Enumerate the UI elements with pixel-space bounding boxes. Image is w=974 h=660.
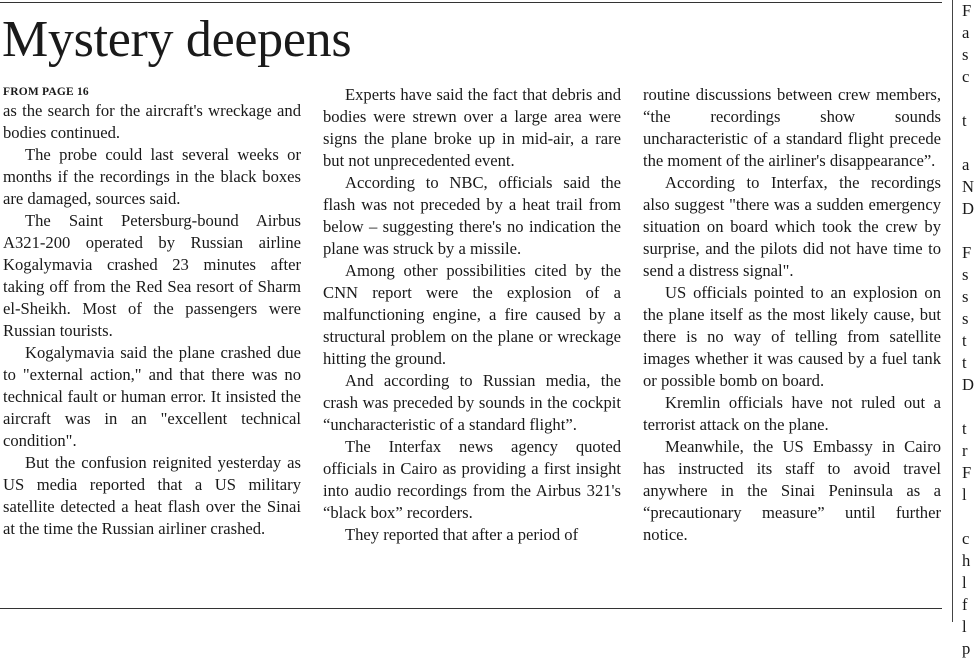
paragraph: The probe could last several weeks or months if the recordings in the black boxes are damaged, sources said. bbox=[3, 145, 301, 208]
paragraph: Meanwhile, the US Embassy in Cairo has instructed its staff to avoid travel anywhere in the Sinai Peninsula as a “precautionary measure” until further notice. bbox=[643, 437, 941, 544]
cutoff-letter: t bbox=[962, 353, 967, 372]
column-divider bbox=[952, 0, 953, 622]
cutoff-letter: c bbox=[962, 67, 970, 86]
cutoff-letter: s bbox=[962, 309, 969, 328]
cutoff-letter: a bbox=[962, 23, 970, 42]
cutoff-letter bbox=[962, 88, 974, 110]
paragraph: According to Interfax, the recordings also suggest "there was a sudden emergency situation on board which took the crew by surprise, and the pilots did not have time to send a distress signal". bbox=[643, 173, 941, 280]
article-column-2 bbox=[323, 84, 621, 546]
cutoff-letter: h bbox=[962, 551, 971, 570]
paragraph: Experts have said the fact that debris and bodies were strewn over a large area were signs the plane broke up in mid-air, a rare but not unprecedented event. bbox=[323, 85, 621, 170]
headline: Mystery deepens bbox=[2, 11, 352, 68]
paragraph: routine discussions between crew members, “the recordings show sounds uncharacteristic of a standard flight precede the moment of the airliner's disappearance”. bbox=[643, 85, 941, 170]
bottom-rule bbox=[0, 608, 942, 609]
article-column-1 bbox=[3, 84, 301, 540]
cutoff-letter: F bbox=[962, 243, 972, 262]
cutoff-letter: a bbox=[962, 155, 970, 174]
cutoff-letter: N bbox=[962, 177, 974, 196]
paragraph: The Saint Petersburg-bound Airbus A321-200 operated by Russian airline Kogalymavia crashed 23 minutes after taking off from the Red Sea resort of Sharm el-Sheikh. Most of the passengers were Russian tourists. bbox=[3, 211, 301, 340]
cutoff-letter bbox=[962, 220, 974, 242]
cutoff-letter bbox=[962, 506, 974, 528]
cutoff-letter: r bbox=[962, 441, 968, 460]
paragraph: But the confusion reignited yesterday as US media reported that a US military satellite detected a heat flash over the Sinai at the time the Russian airliner crashed. bbox=[3, 453, 301, 538]
cutoff-letter: D bbox=[962, 199, 974, 218]
cutoff-letter: t bbox=[962, 331, 967, 350]
adjacent-article-cutoff bbox=[962, 0, 974, 658]
cutoff-letter: t bbox=[962, 111, 967, 130]
kicker: FROM PAGE 16 bbox=[3, 86, 89, 98]
cutoff-letter bbox=[962, 132, 974, 154]
paragraph: Kogalymavia said the plane crashed due to "external action," and that there was no technical fault or human error. It insisted the aircraft was in an "excellent technical condition". bbox=[3, 343, 301, 450]
paragraph: According to NBC, officials said the flash was not preceded by a heat trail from below – suggesting there's no indication the plane was struck by a missile. bbox=[323, 173, 621, 258]
cutoff-letter: c bbox=[962, 529, 970, 548]
cutoff-letter: f bbox=[962, 595, 968, 614]
cutoff-letter: s bbox=[962, 287, 969, 306]
paragraph: as the search for the aircraft's wreckage and bodies continued. bbox=[3, 101, 301, 142]
paragraph: Among other possibilities cited by the CNN report were the explosion of a malfunctioning engine, a fire caused by a structural problem on the plane or wreckage hitting the ground. bbox=[323, 261, 621, 368]
paragraph: They reported that after a period of bbox=[345, 525, 579, 544]
cutoff-letter: l bbox=[962, 573, 967, 592]
cutoff-letter: F bbox=[962, 463, 972, 482]
top-rule bbox=[0, 2, 942, 3]
cutoff-letter: D bbox=[962, 375, 974, 394]
paragraph: Kremlin officials have not ruled out a terrorist attack on the plane. bbox=[643, 393, 941, 434]
cutoff-letter: l bbox=[962, 485, 967, 504]
cutoff-letter: l bbox=[962, 617, 967, 636]
paragraph: And according to Russian media, the crash was preceded by sounds in the cockpit “uncharacteristic of a standard flight”. bbox=[323, 371, 621, 434]
cutoff-letter: s bbox=[962, 45, 969, 64]
cutoff-letter: F bbox=[962, 1, 972, 20]
cutoff-letter: t bbox=[962, 419, 967, 438]
paragraph: The Interfax news agency quoted officials in Cairo as providing a first insight into audio recordings from the Airbus 321's “black box” recorders. bbox=[323, 437, 621, 522]
cutoff-letter: s bbox=[962, 265, 969, 284]
cutoff-letter: p bbox=[962, 639, 971, 658]
article-column-3 bbox=[643, 84, 941, 546]
cutoff-letter bbox=[962, 396, 974, 418]
paragraph: US officials pointed to an explosion on the plane itself as the most likely cause, but there is no way of telling from satellite images whether it was caused by a fuel tank or possible bomb on board. bbox=[643, 283, 941, 390]
